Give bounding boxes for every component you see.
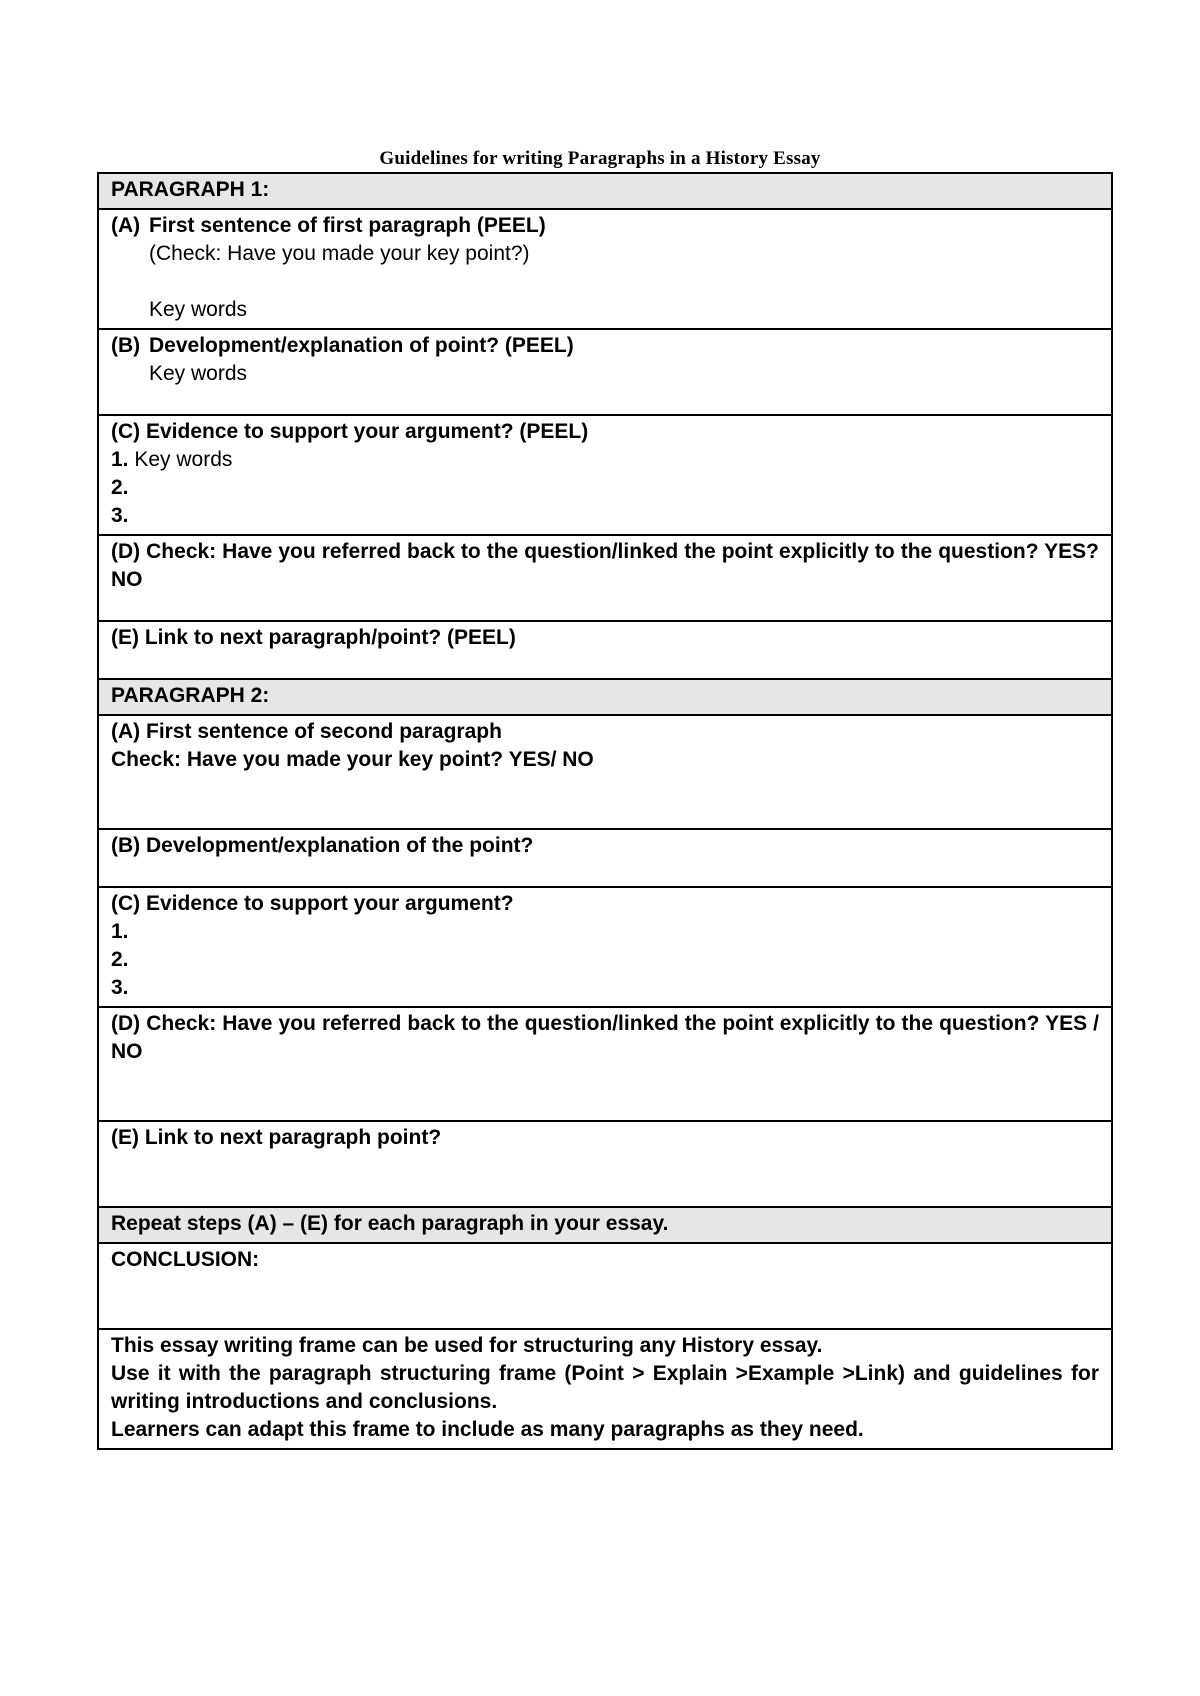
p1-step-a[interactable] xyxy=(98,209,1112,329)
p1-step-c-item-1-number: 1. xyxy=(111,448,129,471)
p1-step-d[interactable] xyxy=(98,535,1112,621)
p1-step-b-label: Development/explanation of point? (PEEL) xyxy=(149,334,574,357)
notes-line-2: Use it with the paragraph structuring frame (Point > Explain >Example >Link) and guidelines for writing introductions and conclusions. xyxy=(111,1362,1099,1413)
p1-step-d-label: (D) Check: Have you referred back to the question/linked the point explicitly to the question? YES? NO xyxy=(111,540,1099,591)
paragraph-1-heading: PARAGRAPH 1: xyxy=(98,173,1112,209)
p2-step-e-label: (E) Link to next paragraph point? xyxy=(111,1126,442,1149)
p1-step-c[interactable] xyxy=(98,415,1112,535)
p1-step-b-letter: (B) xyxy=(111,334,141,357)
conclusion[interactable] xyxy=(98,1243,1112,1329)
p1-step-e-label: (E) Link to next paragraph/point? (PEEL) xyxy=(111,626,516,649)
paragraph-1-heading-row xyxy=(98,173,1112,209)
p1-step-c-label: (C) Evidence to support your argument? (PEEL) xyxy=(111,420,589,443)
notes-row xyxy=(98,1329,1112,1449)
p2-step-d-row xyxy=(98,1007,1112,1121)
notes-line-3: Learners can adapt this frame to include as many paragraphs as they need. xyxy=(111,1418,864,1441)
p2-step-e-row xyxy=(98,1121,1112,1207)
p1-step-a-letter: (A) xyxy=(111,214,141,237)
p2-step-c-item-2: 2. xyxy=(111,948,129,971)
p2-step-c-label: (C) Evidence to support your argument? xyxy=(111,892,514,915)
p2-step-c[interactable] xyxy=(98,887,1112,1007)
p2-step-a[interactable] xyxy=(98,715,1112,829)
essay-frame-table xyxy=(97,172,1113,1450)
p2-step-c-item-1: 1. xyxy=(111,920,129,943)
p1-step-e-row xyxy=(98,621,1112,679)
document-title: Guidelines for writing Paragraphs in a History Essay xyxy=(379,148,821,169)
p1-step-c-item-3: 3. xyxy=(111,504,129,527)
p1-step-a-check: (Check: Have you made your key point?) xyxy=(149,242,530,265)
p1-step-b-row xyxy=(98,329,1112,415)
p1-step-b[interactable] xyxy=(98,329,1112,415)
p2-step-b-label: (B) Development/explanation of the point? xyxy=(111,834,534,857)
p1-step-a-row xyxy=(98,209,1112,329)
p1-step-c-item-2: 2. xyxy=(111,476,129,499)
p1-step-b-keywords: Key words xyxy=(149,362,248,385)
p2-step-d[interactable] xyxy=(98,1007,1112,1121)
notes-line-1: This essay writing frame can be used for structuring any History essay. xyxy=(111,1334,823,1357)
p2-step-e[interactable] xyxy=(98,1121,1112,1207)
conclusion-label: CONCLUSION: xyxy=(111,1248,260,1271)
p1-step-e[interactable] xyxy=(98,621,1112,679)
notes xyxy=(98,1329,1112,1449)
paragraph-2-heading-row xyxy=(98,679,1112,715)
p2-step-a-check: Check: Have you made your key point? YES/ NO xyxy=(111,748,594,771)
p2-step-b[interactable] xyxy=(98,829,1112,887)
p2-step-c-row xyxy=(98,887,1112,1007)
repeat-instruction: Repeat steps (A) – (E) for each paragraph in your essay. xyxy=(98,1207,1112,1243)
p2-step-b-row xyxy=(98,829,1112,887)
p1-step-d-row xyxy=(98,535,1112,621)
p2-step-c-item-3: 3. xyxy=(111,976,129,999)
p2-step-a-label: (A) First sentence of second paragraph xyxy=(111,720,502,743)
paragraph-2-heading: PARAGRAPH 2: xyxy=(98,679,1112,715)
p1-step-a-keywords: Key words xyxy=(149,298,248,321)
repeat-row xyxy=(98,1207,1112,1243)
p2-step-a-row xyxy=(98,715,1112,829)
p1-step-a-label: First sentence of first paragraph (PEEL) xyxy=(149,214,546,237)
p1-step-c-item-1-text: Key words xyxy=(134,448,233,471)
p2-step-d-label: (D) Check: Have you referred back to the question/linked the point explicitly to the question? YES / NO xyxy=(111,1012,1099,1063)
p1-step-c-row xyxy=(98,415,1112,535)
conclusion-row xyxy=(98,1243,1112,1329)
